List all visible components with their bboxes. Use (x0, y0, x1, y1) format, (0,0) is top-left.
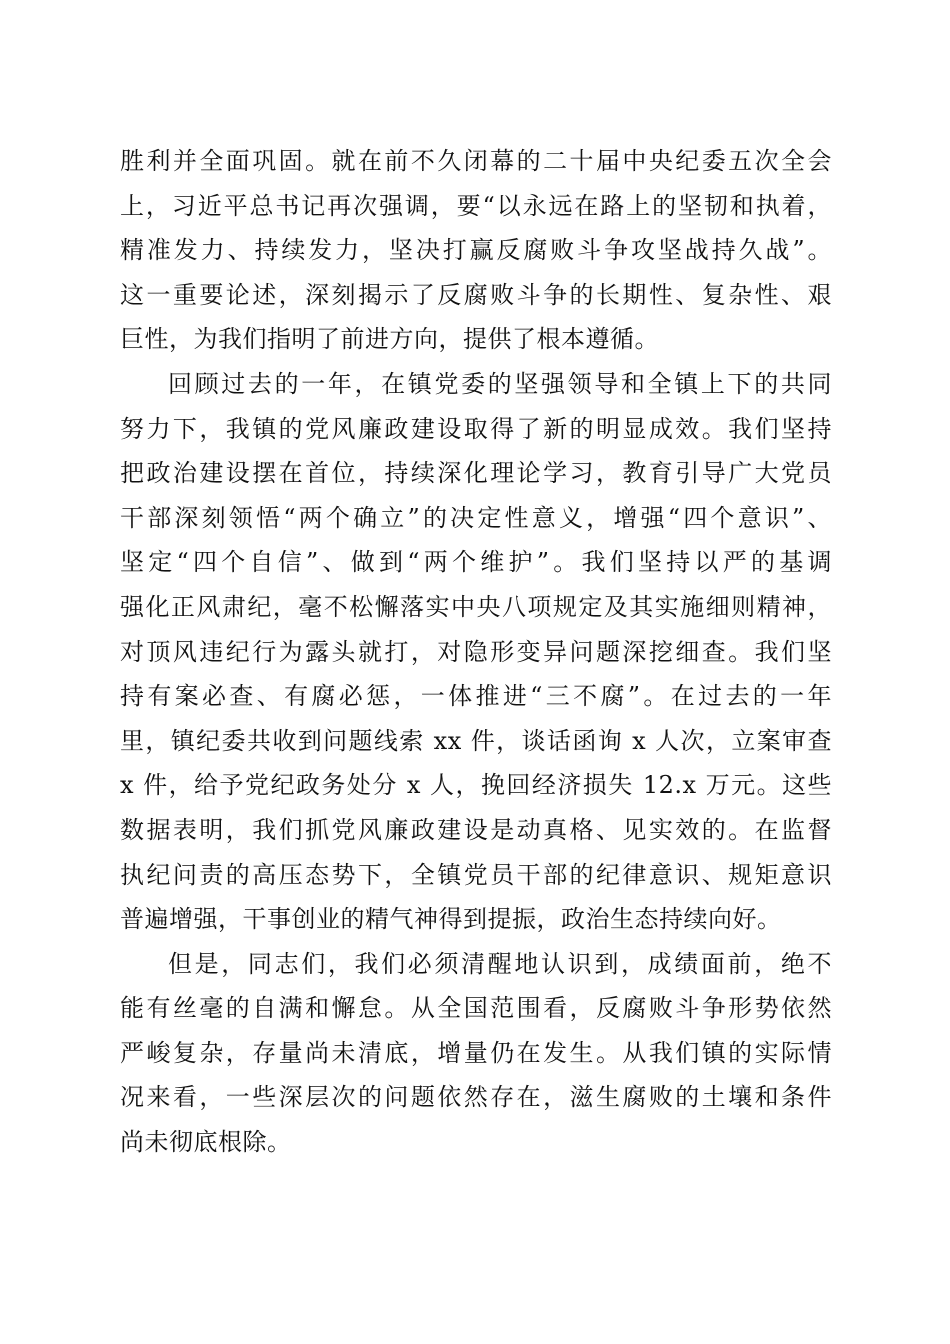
text-line: 数据表明，我们抓党风廉政建设是动真格、见实效的。在监督 (120, 815, 832, 844)
text-line: 胜利并全面巩固。就在前不久闭幕的二十届中央纪委五次全会 (120, 147, 832, 175)
paragraph-2 (120, 362, 832, 942)
text-line: 对顶风违纪行为露头就打，对隐形变异问题深挖细查。我们坚 (120, 637, 832, 666)
text-line: 执纪问责的高压态势下，全镇党员干部的纪律意识、规矩意识 (120, 860, 832, 889)
text-line: x 件，给予党纪政务处分 x 人，挽回经济损失 12.x 万元。这些 (120, 771, 832, 800)
text-line: 干部深刻领悟“两个确立”的决定性意义，增强“四个意识”、 (120, 503, 832, 532)
text-line: 普遍增强，干事创业的精气神得到提振，政治生态持续向好。 (120, 905, 782, 934)
text-line: 尚未彻底根除。 (120, 1128, 292, 1157)
text-line: 回顾过去的一年，在镇党委的坚强领导和全镇上下的共同 (168, 369, 832, 398)
text-line: 况来看，一些深层次的问题依然存在，滋生腐败的土壤和条件 (120, 1083, 832, 1112)
text-line: 这一重要论述，深刻揭示了反腐败斗争的长期性、复杂性、艰 (120, 280, 832, 309)
text-line: 把政治建设摆在首位，持续深化理论学习，教育引导广大党员 (120, 459, 832, 488)
text-line: 里，镇纪委共收到问题线索 xx 件，谈话函询 x 人次，立案审查 (120, 726, 832, 755)
document-body (120, 139, 832, 1165)
text-line: 精准发力、持续发力，坚决打赢反腐败斗争攻坚战持久战”。 (120, 236, 832, 265)
text-line: 上，习近平总书记再次强调，要“以永远在路上的坚韧和执着， (120, 191, 832, 220)
text-line: 能有丝毫的自满和懈怠。从全国范围看，反腐败斗争形势依然 (120, 994, 832, 1023)
text-line: 努力下，我镇的党风廉政建设取得了新的明显成效。我们坚持 (120, 414, 832, 443)
text-line: 坚定“四个自信”、做到“两个维护”。我们坚持以严的基调 (120, 548, 832, 577)
text-line: 巨性，为我们指明了前进方向，提供了根本遵循。 (120, 325, 659, 354)
text-line: 强化正风肃纪，毫不松懈落实中央八项规定及其实施细则精神， (120, 592, 832, 621)
paragraph-1 (120, 139, 832, 362)
paragraph-3 (120, 942, 832, 1165)
text-line: 但是，同志们，我们必须清醒地认识到，成绩面前，绝不 (168, 949, 832, 978)
text-line: 严峻复杂，存量尚未清底，增量仍在发生。从我们镇的实际情 (120, 1038, 832, 1067)
text-line: 持有案必查、有腐必惩，一体推进“三不腐”。在过去的一年 (120, 682, 832, 711)
